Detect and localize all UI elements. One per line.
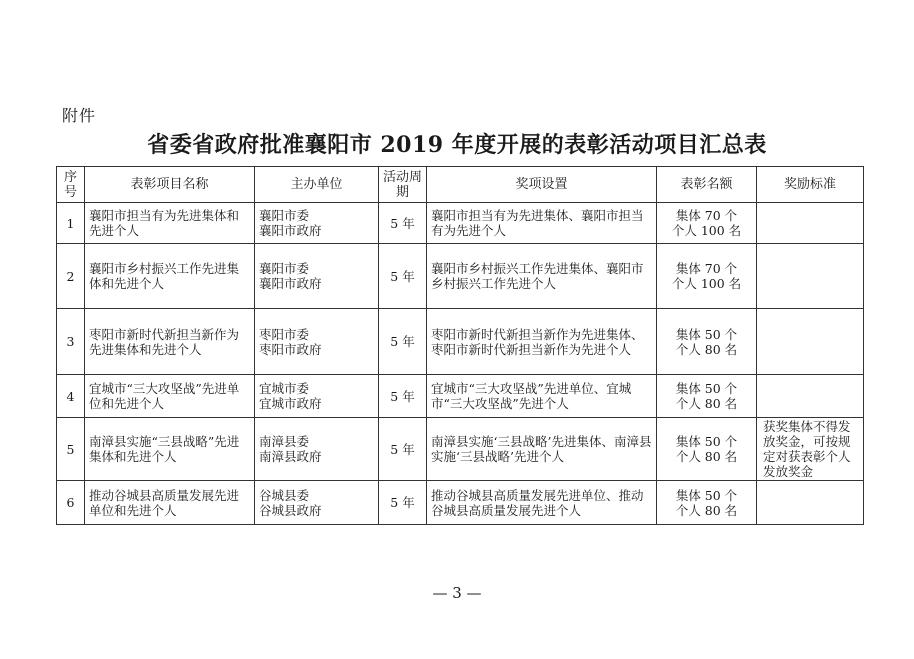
row-cycle: 5 年 (379, 309, 427, 375)
summary-table (56, 166, 864, 525)
row-cycle: 5 年 (379, 375, 427, 418)
row-cycle: 5 年 (379, 481, 427, 525)
row-awards: 推动谷城县高质量发展先进单位、推动谷城县高质量发展先进个人 (427, 481, 657, 525)
table-row (57, 481, 864, 525)
organizer-line: 襄阳市委 (259, 261, 310, 276)
row-standard-empty (757, 375, 864, 418)
row-no: 5 (57, 418, 85, 481)
table-row (57, 244, 864, 309)
attachment-label: 附件 (62, 106, 97, 125)
quota-line: 集体 50 个 (675, 487, 738, 503)
row-no: 2 (57, 244, 85, 309)
organizer-line: 枣阳市委 (259, 326, 310, 342)
header-standard: 奖励标准 (757, 167, 864, 203)
row-organizer (255, 418, 379, 481)
organizer-line: 谷城县政府 (259, 502, 322, 518)
row-project: 襄阳市担当有为先进集体和先进个人 (85, 203, 255, 244)
table-header-row (57, 167, 864, 203)
row-no: 4 (57, 375, 85, 418)
row-quota (657, 418, 757, 481)
row-organizer (255, 309, 379, 375)
table-row (57, 203, 864, 244)
organizer-line: 襄阳市政府 (259, 276, 322, 291)
quota-line: 个人 100 名 (671, 223, 742, 238)
header-project: 表彰项目名称 (85, 167, 255, 203)
row-quota (657, 309, 757, 375)
row-standard-empty (757, 203, 864, 244)
header-cycle: 活动周期 (379, 167, 427, 203)
organizer-line: 南漳县政府 (259, 449, 322, 464)
table-row (57, 309, 864, 375)
table-row (57, 375, 864, 418)
quota-line: 集体 50 个 (675, 381, 738, 396)
row-cycle: 5 年 (379, 418, 427, 481)
row-standard-empty (757, 244, 864, 309)
row-quota (657, 481, 757, 525)
quota-line: 集体 70 个 (675, 261, 738, 276)
quota-line: 个人 100 名 (671, 276, 742, 291)
row-standard-empty (757, 309, 864, 375)
row-awards: 宜城市“三大攻坚战”先进单位、宜城市“三大攻坚战”先进个人 (427, 375, 657, 418)
row-awards: 襄阳市乡村振兴工作先进集体、襄阳市乡村振兴工作先进个人 (427, 244, 657, 309)
quota-line: 集体 50 个 (675, 326, 738, 342)
header-no: 序号 (57, 167, 85, 203)
reward-standard: 获奖集体不得发放奖金，可按规定对获表彰个人发放奖金 (757, 418, 864, 481)
organizer-line: 襄阳市委 (259, 208, 310, 223)
row-project: 推动谷城县高质量发展先进单位和先进个人 (85, 481, 255, 525)
row-awards: 襄阳市担当有为先进集体、襄阳市担当有为先进个人 (427, 203, 657, 244)
header-organizer: 主办单位 (255, 167, 379, 203)
row-quota (657, 203, 757, 244)
organizer-line: 宜城市政府 (259, 396, 322, 411)
row-project: 襄阳市乡村振兴工作先进集体和先进个人 (85, 244, 255, 309)
quota-line: 个人 80 名 (675, 502, 738, 518)
quota-line: 个人 80 名 (675, 341, 738, 357)
row-quota (657, 244, 757, 309)
organizer-line: 南漳县委 (259, 434, 310, 449)
organizer-line: 宜城市委 (259, 381, 310, 396)
row-quota (657, 375, 757, 418)
row-awards: 枣阳市新时代新担当新作为先进集体、枣阳市新时代新担当新作为先进个人 (427, 309, 657, 375)
quota-line: 个人 80 名 (675, 449, 738, 464)
organizer-line: 谷城县委 (259, 487, 310, 503)
row-no: 1 (57, 203, 85, 244)
row-organizer (255, 481, 379, 525)
quota-line: 集体 70 个 (675, 208, 738, 223)
row-organizer (255, 203, 379, 244)
header-awards: 奖项设置 (427, 167, 657, 203)
organizer-line: 枣阳市政府 (259, 341, 322, 357)
row-no: 3 (57, 309, 85, 375)
organizer-line: 襄阳市政府 (259, 223, 322, 238)
quota-line: 集体 50 个 (675, 434, 738, 449)
row-project: 枣阳市新时代新担当新作为先进集体和先进个人 (85, 309, 255, 375)
document-title: 省委省政府批准襄阳市 2019 年度开展的表彰活动项目汇总表 (147, 132, 767, 158)
row-awards: 南漳县实施‘三县战略’先进集体、南漳县实施‘三县战略’先进个人 (427, 418, 657, 481)
page-number: — 3 — (432, 584, 482, 602)
row-cycle: 5 年 (379, 203, 427, 244)
header-quota: 表彰名额 (657, 167, 757, 203)
row-organizer (255, 244, 379, 309)
row-organizer (255, 375, 379, 418)
table-row (57, 418, 864, 481)
quota-line: 个人 80 名 (675, 396, 738, 411)
row-project: 南漳县实施“三县战略”先进集体和先进个人 (85, 418, 255, 481)
row-project: 宜城市“三大攻坚战”先进单位和先进个人 (85, 375, 255, 418)
row-no: 6 (57, 481, 85, 525)
row-cycle: 5 年 (379, 244, 427, 309)
row-standard-empty (757, 481, 864, 525)
